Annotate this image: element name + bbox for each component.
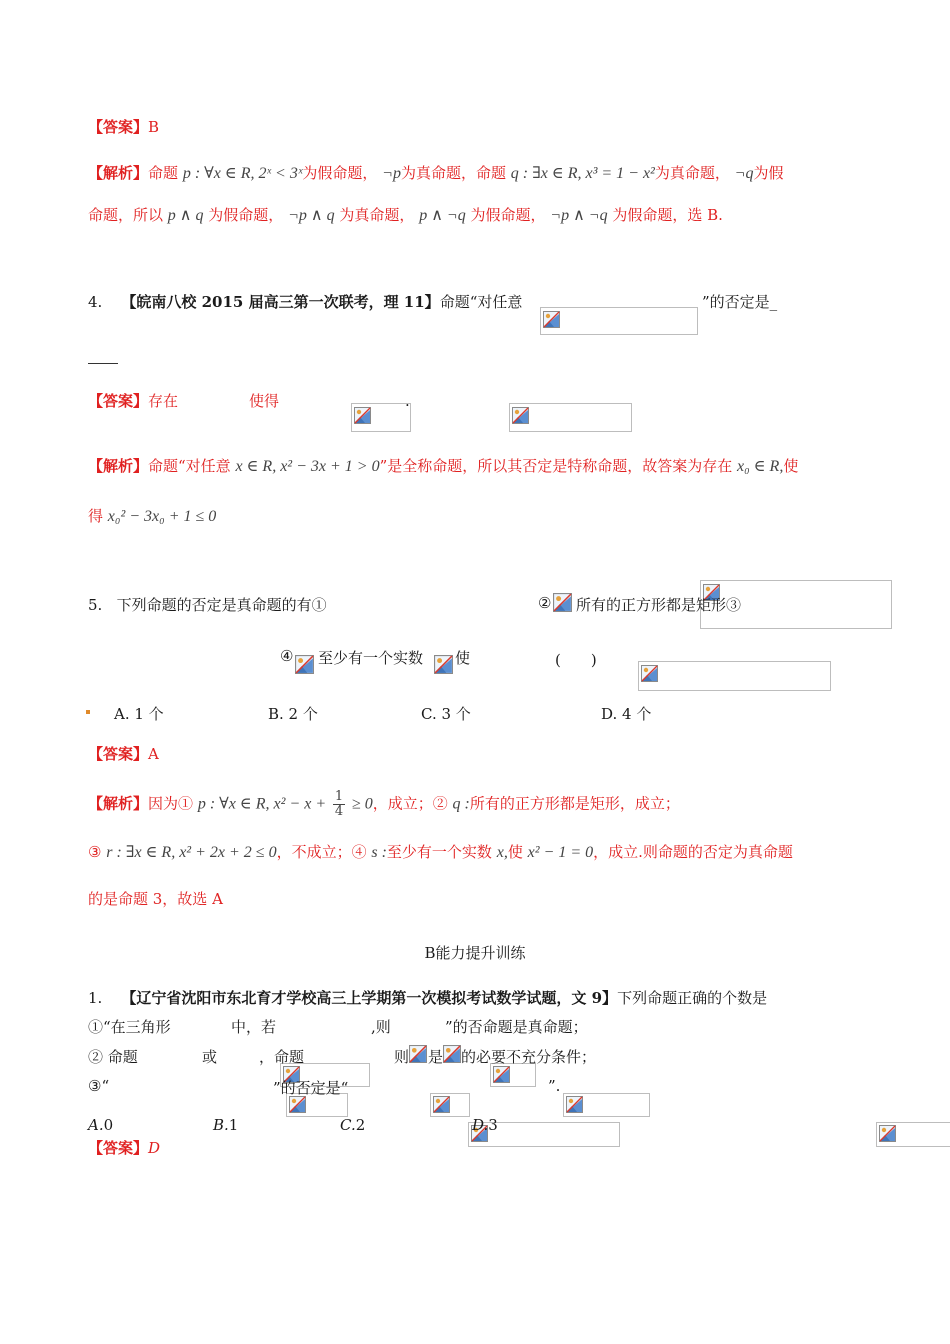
fraction-denominator: 4 [334, 804, 344, 819]
text: ，成立；② [372, 794, 448, 813]
text: 是 [428, 1048, 444, 1066]
text: 为真命题， [339, 206, 415, 224]
q5-question-line-1 [88, 594, 327, 615]
option-b [213, 1116, 238, 1134]
formula-image [443, 1045, 463, 1065]
q3-answer-line [88, 116, 159, 137]
text: 得 [88, 507, 104, 525]
text: ”的否命题是真命题； [445, 1018, 588, 1036]
option-letter: A. [88, 1116, 104, 1134]
answer-label: 【答案】 [88, 118, 149, 136]
blank-underline [88, 363, 118, 364]
formula: x ∈ R, x² − 3x + 1 > 0 [235, 458, 380, 475]
q4-question-line [88, 291, 522, 312]
option-value: 1 [228, 1116, 239, 1134]
text: 命题“对任意 [439, 293, 523, 311]
text: 为假命题，选 B. [612, 206, 723, 224]
q4-analysis-line-2 [88, 505, 216, 526]
q3-analysis-line-2 [88, 204, 723, 225]
broken-image-icon [295, 655, 314, 674]
formula: x₀² − 3x₀ + 1 ≤ 0 [107, 508, 217, 525]
q5-analysis-line-3: 的是命题 3，故选 A [88, 890, 223, 908]
analysis-label: 【解析】 [88, 457, 149, 475]
option-d: D. 4 个 [601, 705, 652, 723]
question-number: 5. [88, 596, 103, 614]
text: 使 [507, 843, 523, 861]
formula: ¬p ∧ ¬q [550, 207, 608, 224]
text: 所有的正方形都是矩形③ [576, 596, 742, 614]
text: 使 [455, 649, 471, 667]
question-source: 【皖南八校 2015 届高三第一次联考，理 11】 [121, 293, 440, 311]
text: 为假命题， [208, 206, 284, 224]
q4-question-tail [702, 291, 777, 312]
answer-value: A [148, 745, 159, 763]
option-a: A. 1 个 [114, 705, 164, 723]
question-number: 1. [88, 989, 103, 1007]
option-value: 0 [103, 1116, 114, 1134]
formula: r : ∃x ∈ R, x² + 2x + 2 ≤ 0 [106, 844, 277, 861]
text: 的必要不充分条件； [461, 1048, 597, 1066]
formula: ¬p [382, 165, 401, 182]
text: 中，若 [231, 1018, 277, 1036]
formula-image [540, 307, 698, 335]
broken-image-icon [879, 1125, 896, 1142]
formula-image [351, 403, 411, 432]
text: 使得 [249, 392, 280, 410]
formula-image [563, 1093, 650, 1117]
b1-question-line [88, 987, 767, 1008]
fraction-numerator: 1 [334, 789, 344, 804]
broken-image-icon [433, 1096, 450, 1113]
answer-label: 【答案】 [88, 392, 149, 410]
question-source: 【辽宁省沈阳市东北育才学校高三上学期第一次模拟考试数学试题，文 9】 [121, 989, 618, 1007]
text: ,则 [371, 1018, 391, 1036]
text: . [405, 392, 410, 410]
analysis-label: 【解析】 [88, 164, 149, 182]
broken-image-icon [641, 665, 658, 682]
formula-image [434, 655, 454, 675]
formula-image [638, 661, 831, 691]
formula: q : [452, 795, 470, 813]
option-letter: C. [340, 1116, 356, 1134]
broken-image-icon [543, 311, 560, 328]
answer-value: D [148, 1139, 161, 1157]
formula-image [876, 1122, 950, 1147]
answer-parentheses: ( ) [555, 651, 597, 669]
text: 使 [783, 457, 799, 475]
q5-analysis-line-1 [88, 790, 680, 819]
analysis-label: 【解析】 [88, 794, 149, 813]
text: ④ [280, 647, 294, 665]
option-value: 3 [488, 1116, 498, 1134]
broken-image-icon [289, 1096, 306, 1113]
formula: p ∧ ¬q [419, 207, 466, 224]
formula: q : ∃x ∈ R, x³ = 1 − x² [510, 165, 655, 182]
formula: p : ∀x ∈ R, 2ˣ < 3ˣ [182, 165, 303, 182]
broken-image-icon [443, 1045, 461, 1063]
text: ，命题 [259, 1048, 305, 1066]
formula-image [409, 1045, 429, 1065]
text: 为真命题， [654, 164, 730, 182]
formula: p ∧ q [167, 207, 204, 224]
formula: x, [496, 844, 508, 861]
text: ”的否定是“ [273, 1079, 349, 1097]
option-d [472, 1116, 498, 1134]
text: ② 命题 [88, 1048, 138, 1066]
option-letter: D. [472, 1116, 489, 1134]
text: 为假 [753, 164, 784, 182]
formula: x² − 1 = 0 [527, 844, 594, 861]
option-c [340, 1116, 365, 1134]
formula: ≥ 0 [351, 795, 373, 813]
broken-image-icon [553, 593, 572, 612]
text: 至少有一个实数 [386, 843, 492, 861]
option-c: C. 3 个 [421, 705, 471, 723]
text: 下列命题正确的个数是 [617, 989, 768, 1007]
b1-answer-line [88, 1137, 160, 1158]
formula: ¬p ∧ q [288, 207, 335, 224]
answer-label: 【答案】 [88, 745, 149, 763]
q4-answer-line [88, 390, 178, 411]
formula: x₀ ∈ R, [737, 458, 784, 475]
text: ”是全称命题，所以其否定是特称命题，故答案为存在 [379, 457, 733, 475]
text: ② [538, 594, 552, 612]
text: ，成立.则命题的否定为真命题 [593, 843, 793, 861]
broken-image-icon [566, 1096, 583, 1113]
option-a [88, 1116, 113, 1134]
formula: p : ∀x ∈ R, x² − x + [197, 795, 327, 813]
option-value: 2 [355, 1116, 366, 1134]
text: ”. [548, 1077, 561, 1095]
text: 命题“对任意 [148, 457, 231, 475]
text: ③“ [88, 1077, 110, 1095]
formula: s : [371, 844, 387, 861]
text: 为假命题， [470, 206, 546, 224]
answer-label: 【答案】 [88, 1139, 149, 1157]
answer-blank: _ [769, 293, 778, 311]
option-b: B. 2 个 [268, 705, 318, 723]
broken-image-icon [409, 1045, 427, 1063]
text: 或 [202, 1048, 218, 1066]
q4-analysis-line-1 [88, 455, 798, 476]
text: 为真命题，命题 [400, 164, 506, 182]
text: ③ [88, 843, 102, 861]
text: 则 [394, 1048, 410, 1066]
text: 为假命题， [302, 164, 378, 182]
question-number: 4. [88, 293, 103, 311]
bullet-dot [86, 710, 90, 714]
broken-image-icon [354, 407, 371, 424]
broken-image-icon [434, 655, 453, 674]
text: 所有的正方形都是矩形，成立； [469, 794, 680, 813]
text: 存在 [148, 392, 179, 410]
fraction [333, 790, 345, 819]
q5-answer-line [88, 743, 159, 764]
broken-image-icon [512, 407, 529, 424]
text: ①“在三角形 [88, 1018, 171, 1036]
formula-image [430, 1093, 470, 1117]
text: ”的否定是 [702, 293, 770, 311]
q3-analysis-line-1 [88, 162, 783, 183]
formula-image [295, 655, 315, 675]
formula-image [553, 593, 573, 613]
text: 下列命题的否定是真命题的有① [116, 596, 327, 614]
answer-value: B [148, 118, 160, 136]
formula: ¬q [734, 165, 754, 182]
q5-analysis-line-2 [88, 841, 793, 862]
broken-image-icon [493, 1066, 510, 1083]
formula-image [509, 403, 632, 432]
text: 命题，所以 [88, 206, 164, 224]
section-title: B能力提升训练 [424, 944, 526, 962]
option-letter: B. [213, 1116, 229, 1134]
text: 因为① [148, 794, 194, 813]
text: 至少有一个实数 [318, 649, 424, 667]
text: 命题 [148, 164, 179, 182]
text: ，不成立；④ [276, 843, 367, 861]
